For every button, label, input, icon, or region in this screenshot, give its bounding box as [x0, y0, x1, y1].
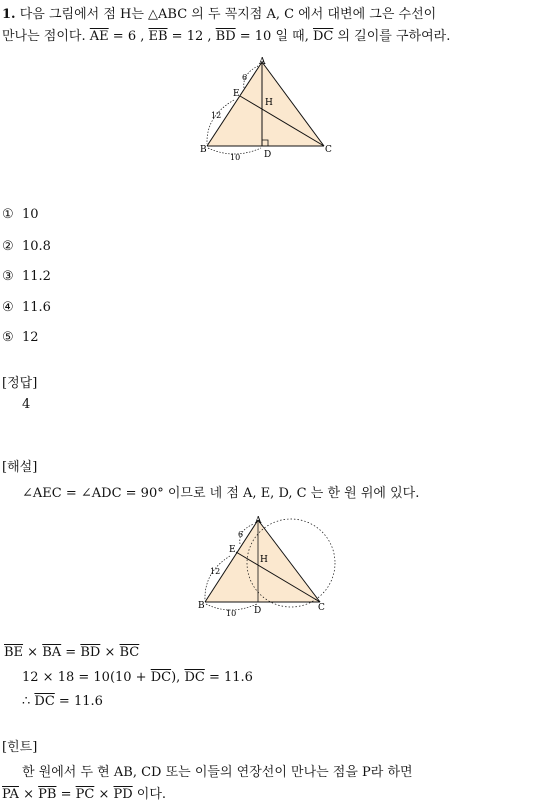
- segment-eb: $\overline{EB}$: [148, 29, 168, 44]
- segment-ae: $\overline{AE}$: [89, 29, 109, 44]
- hint-line-1: 한 원에서 두 현 AB, CD 또는 이들의 연장선이 만나는 점을 P라 하면: [22, 765, 413, 780]
- segment: $\overline{PD}$: [113, 787, 133, 802]
- solution-heading: [해설]: [2, 460, 38, 475]
- label-b: B: [198, 601, 205, 611]
- label-c: C: [325, 145, 332, 155]
- equation-text: 이다.: [132, 787, 167, 802]
- answer-value: 4: [22, 397, 31, 412]
- problem-number: 1.: [2, 7, 16, 22]
- equation-text: = 11.6: [204, 670, 253, 685]
- solution-statement: ∠AEC = ∠ADC = 90° 이므로 네 점 A, E, D, C 는 한 원 위에 있다.: [22, 486, 420, 501]
- label-a: A: [255, 516, 262, 526]
- label-h: H: [265, 98, 273, 108]
- length-eb: 12: [210, 567, 221, 576]
- choice-5[interactable]: [2, 330, 39, 345]
- label-b: B: [200, 145, 207, 155]
- operator: ×: [94, 787, 114, 802]
- segment: $\overline{DC}$: [184, 670, 205, 685]
- operator: =: [61, 645, 81, 660]
- label-c: C: [318, 603, 325, 613]
- length-eb: 12: [211, 111, 222, 120]
- segment-bd: $\overline{BD}$: [215, 29, 236, 44]
- operator: ×: [23, 645, 43, 660]
- operator: ×: [18, 787, 39, 802]
- choice-4[interactable]: [2, 300, 51, 315]
- length-bd: 10: [230, 153, 241, 162]
- choice-value: 12: [22, 330, 39, 345]
- segment: $\overline{BC}$: [119, 645, 140, 660]
- equation-text: 12 × 18 = 10(10 +: [22, 670, 151, 685]
- segment: $\overline{PB}$: [38, 787, 57, 802]
- choice-marker: ④: [2, 300, 14, 315]
- choice-2[interactable]: [2, 239, 51, 254]
- choice-3[interactable]: [2, 269, 51, 284]
- label-a: A: [259, 57, 266, 67]
- problem-text-1: 다음 그림에서 점 H는 △ABC 의 두 꼭지점 A, C 에서 대변에 그은 수선이: [19, 7, 437, 22]
- choice-marker: ③: [2, 269, 14, 284]
- choice-value: 10.8: [22, 239, 51, 254]
- problem-line-1: [2, 3, 436, 22]
- label-e: E: [233, 89, 240, 99]
- operator: =: [56, 787, 76, 802]
- choice-1[interactable]: [2, 207, 39, 222]
- value-eb: = 12 ,: [167, 29, 216, 44]
- equation-1: [4, 645, 139, 660]
- length-bd: 10: [226, 609, 237, 618]
- label-d: D: [254, 606, 262, 616]
- choice-marker: ①: [2, 207, 14, 222]
- segment: $\overline{PC}$: [75, 787, 95, 802]
- triangle-figure-1: [198, 56, 338, 162]
- hint-equation: [2, 783, 166, 802]
- equation-text: ),: [171, 670, 185, 685]
- equation-2: [22, 670, 253, 685]
- choice-marker: ⑤: [2, 330, 14, 345]
- segment: $\overline{PA}$: [2, 787, 19, 802]
- problem-tail: 의 길이를 구하여라.: [333, 29, 451, 44]
- segment: $\overline{DC}$: [150, 670, 172, 685]
- equation-3: [22, 694, 103, 709]
- segment: $\overline{BE}$: [4, 645, 24, 660]
- segment: $\overline{DC}$: [34, 694, 55, 709]
- choice-value: 11.6: [22, 300, 51, 315]
- length-ae: 6: [242, 73, 248, 82]
- equation-text: ∴: [22, 694, 35, 709]
- segment: $\overline{BD}$: [80, 645, 101, 660]
- choice-value: 11.2: [22, 269, 51, 284]
- answer-heading: [정답]: [2, 376, 38, 391]
- label-d: D: [264, 150, 272, 160]
- hint-heading: [힌트]: [2, 740, 38, 755]
- equation-text: = 11.6: [54, 694, 103, 709]
- value-ae: = 6 ,: [108, 29, 149, 44]
- operator: ×: [100, 645, 120, 660]
- segment: $\overline{BA}$: [42, 645, 62, 660]
- label-h: H: [260, 555, 268, 565]
- problem-text-2: 만나는 점이다.: [2, 29, 86, 44]
- label-e: E: [229, 545, 236, 555]
- value-bd: = 10 일 때,: [235, 29, 313, 44]
- choice-value: 10: [22, 207, 39, 222]
- triangle-figure-2: [196, 514, 340, 620]
- segment-dc: $\overline{DC}$: [312, 29, 334, 44]
- problem-line-2: [2, 25, 450, 44]
- choice-marker: ②: [2, 239, 14, 254]
- length-ae: 6: [238, 530, 244, 539]
